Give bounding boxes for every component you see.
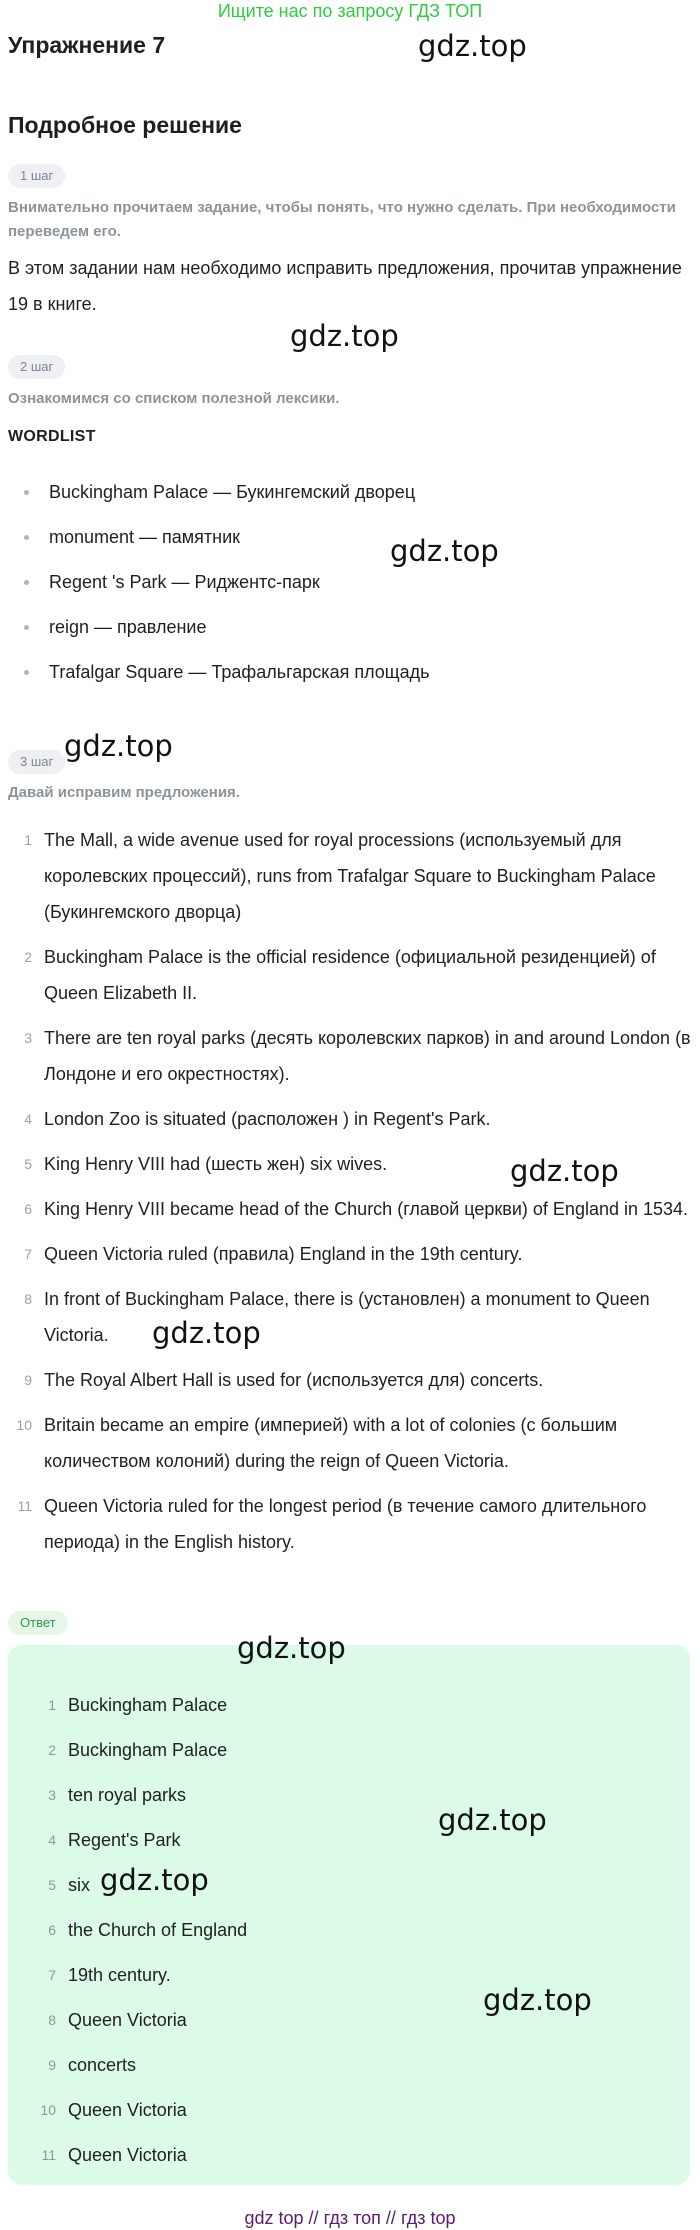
- sentence-text: The Mall, a wide avenue used for royal processions (используемый для королевских процессий), runs from Trafalgar Square to Buckingham Palace (Букингемского дворца): [44, 830, 656, 922]
- watermark: gdz.top: [483, 1983, 592, 2017]
- sentence-number: 11: [17, 1498, 32, 1514]
- answer-item: [0, 1683, 700, 1728]
- answer-text: Queen Victoria: [68, 2145, 187, 2165]
- bullet-dot: [24, 535, 29, 540]
- footer-separator: //: [308, 2208, 319, 2228]
- sentence-number: 7: [24, 1246, 32, 1262]
- footer-link[interactable]: гдз top: [400, 2208, 456, 2228]
- sentence-item: [0, 1488, 700, 1560]
- answer-item: [0, 1818, 700, 1863]
- watermark: gdz.top: [152, 1316, 261, 1350]
- answer-number: 10: [40, 2102, 56, 2118]
- sentence-item: [0, 1407, 700, 1479]
- sentence-item: [0, 1101, 700, 1137]
- bullet-dot: [24, 580, 29, 585]
- wordlist-item-text: reign — правление: [49, 617, 207, 637]
- answer-number: 3: [48, 1787, 56, 1803]
- sentence-text: The Royal Albert Hall is used for (используется для) concerts.: [44, 1370, 544, 1390]
- footer-separator: //: [385, 2208, 396, 2228]
- watermark: gdz.top: [64, 729, 173, 763]
- watermark: gdz.top: [390, 534, 499, 568]
- wordlist-item: [0, 605, 700, 650]
- watermark: gdz.top: [237, 1631, 346, 1665]
- answer-number: 2: [48, 1742, 56, 1758]
- sentence-number: 9: [24, 1372, 32, 1388]
- sentence-number: 6: [24, 1201, 32, 1217]
- step-2-badge: 2 шаг: [8, 355, 65, 379]
- wordlist-item: [0, 650, 700, 695]
- step-1-badge: 1 шаг: [8, 164, 65, 188]
- wordlist-item-text: Trafalgar Square — Трафальгарская площадь: [49, 662, 430, 682]
- answer-text: six: [68, 1875, 90, 1895]
- footer-link[interactable]: гдз топ: [323, 2208, 381, 2228]
- sentence-text: Britain became an empire (империей) with a lot of colonies (с большим количеством колоний) during the reign of Queen Victoria.: [44, 1415, 618, 1471]
- wordlist-heading: WORDLIST: [8, 428, 96, 445]
- answer-number: 11: [41, 2147, 56, 2163]
- answer-text: Regent's Park: [68, 1830, 181, 1850]
- sentence-number: 8: [24, 1291, 32, 1307]
- solution-title: Подробное решение: [8, 112, 242, 138]
- sentence-number: 1: [24, 832, 32, 848]
- answer-badge: Ответ: [8, 1611, 68, 1635]
- watermark: gdz.top: [418, 29, 527, 63]
- answer-text: ten royal parks: [68, 1785, 187, 1805]
- sentence-number: 2: [24, 949, 32, 965]
- answer-number: 7: [48, 1967, 56, 1983]
- step-3-badge: 3 шаг: [8, 750, 65, 774]
- answer-item: [0, 2088, 700, 2133]
- watermark: gdz.top: [100, 1863, 209, 1897]
- answer-item: [0, 1998, 700, 2043]
- answer-item: [0, 1773, 700, 1818]
- step-3-note: Давай исправим предложения.: [8, 784, 240, 801]
- footer-links: [0, 2207, 700, 2229]
- sentence-list: [0, 822, 700, 1569]
- wordlist-item: [0, 560, 700, 605]
- answer-item: [0, 2133, 700, 2178]
- answer-list: [0, 1683, 700, 2178]
- answer-item: [0, 1908, 700, 1953]
- step-1-note: Внимательно прочитаем задание, чтобы понять, что нужно сделать. При необходимости переведем его.: [8, 199, 676, 240]
- sentence-number: 4: [24, 1111, 32, 1127]
- sentence-text: In front of Buckingham Palace, there is (установлен) a monument to Queen Victoria.: [44, 1289, 650, 1345]
- sentence-text: King Henry VIII became head of the Church (главой церкви) of England in 1534.: [44, 1199, 689, 1219]
- bullet-dot: [24, 625, 29, 630]
- wordlist-item-text: Buckingham Palace — Букингемский дворец: [49, 482, 416, 502]
- answer-text: the Church of England: [68, 1920, 248, 1940]
- bullet-dot: [24, 670, 29, 675]
- exercise-title: Упражнение 7: [8, 32, 166, 58]
- answer-text: Queen Victoria: [68, 2100, 187, 2120]
- step-2-note: Ознакомимся со списком полезной лексики.: [8, 390, 340, 407]
- sentence-item: [0, 1281, 700, 1353]
- sentence-item: [0, 1362, 700, 1398]
- bullet-dot: [24, 490, 29, 495]
- sentence-number: 10: [16, 1417, 32, 1433]
- answer-item: [0, 1728, 700, 1773]
- answer-item: [0, 1953, 700, 1998]
- sentence-text: London Zoo is situated (расположен ) in Regent's Park.: [44, 1109, 491, 1129]
- wordlist: [0, 470, 700, 695]
- sentence-item: [0, 822, 700, 930]
- answer-number: 6: [48, 1922, 56, 1938]
- sentence-number: 3: [24, 1030, 32, 1046]
- sentence-text: Queen Victoria ruled (правила) England in the 19th century.: [44, 1244, 523, 1264]
- wordlist-item-text: monument — памятник: [49, 527, 241, 547]
- wordlist-item: [0, 470, 700, 515]
- answer-item: [0, 2043, 700, 2088]
- answer-number: 8: [48, 2012, 56, 2028]
- sentence-item: [0, 1236, 700, 1272]
- wordlist-item: [0, 515, 700, 560]
- sentence-text: There are ten royal parks (десять королевских парков) in and around London (в Лондоне и его окрестностях).: [44, 1028, 691, 1084]
- answer-text: Queen Victoria: [68, 2010, 187, 2030]
- sentence-number: 5: [24, 1156, 32, 1172]
- sentence-item: [0, 1191, 700, 1227]
- answer-number: 9: [48, 2057, 56, 2073]
- sentence-text: King Henry VIII had (шесть жен) six wives.: [44, 1154, 388, 1174]
- sentence-text: Buckingham Palace is the official residence (официальной резиденцией) of Queen Elizabeth II.: [44, 947, 656, 1003]
- watermark: gdz.top: [510, 1154, 619, 1188]
- sentence-item: [0, 939, 700, 1011]
- answer-number: 5: [48, 1877, 56, 1893]
- sentence-item: [0, 1020, 700, 1092]
- wordlist-item-text: Regent 's Park — Риджентс-парк: [49, 572, 320, 592]
- answer-text: concerts: [68, 2055, 137, 2075]
- answer-text: 19th century.: [68, 1965, 171, 1985]
- footer-link[interactable]: gdz top: [244, 2208, 304, 2228]
- answer-text: Buckingham Palace: [68, 1740, 228, 1760]
- sentence-text: Queen Victoria ruled for the longest period (в течение самого длительного периода) in the English history.: [44, 1496, 647, 1552]
- search-banner: Ищите нас по запросу ГДЗ ТОП: [217, 1, 483, 21]
- watermark: gdz.top: [438, 1803, 547, 1837]
- answer-text: Buckingham Palace: [68, 1695, 228, 1715]
- answer-number: 4: [48, 1832, 56, 1848]
- step-1-text: В этом задании нам необходимо исправить предложения, прочитав упражнение 19 в книге.: [8, 258, 682, 314]
- watermark: gdz.top: [290, 319, 399, 353]
- answer-number: 1: [48, 1697, 56, 1713]
